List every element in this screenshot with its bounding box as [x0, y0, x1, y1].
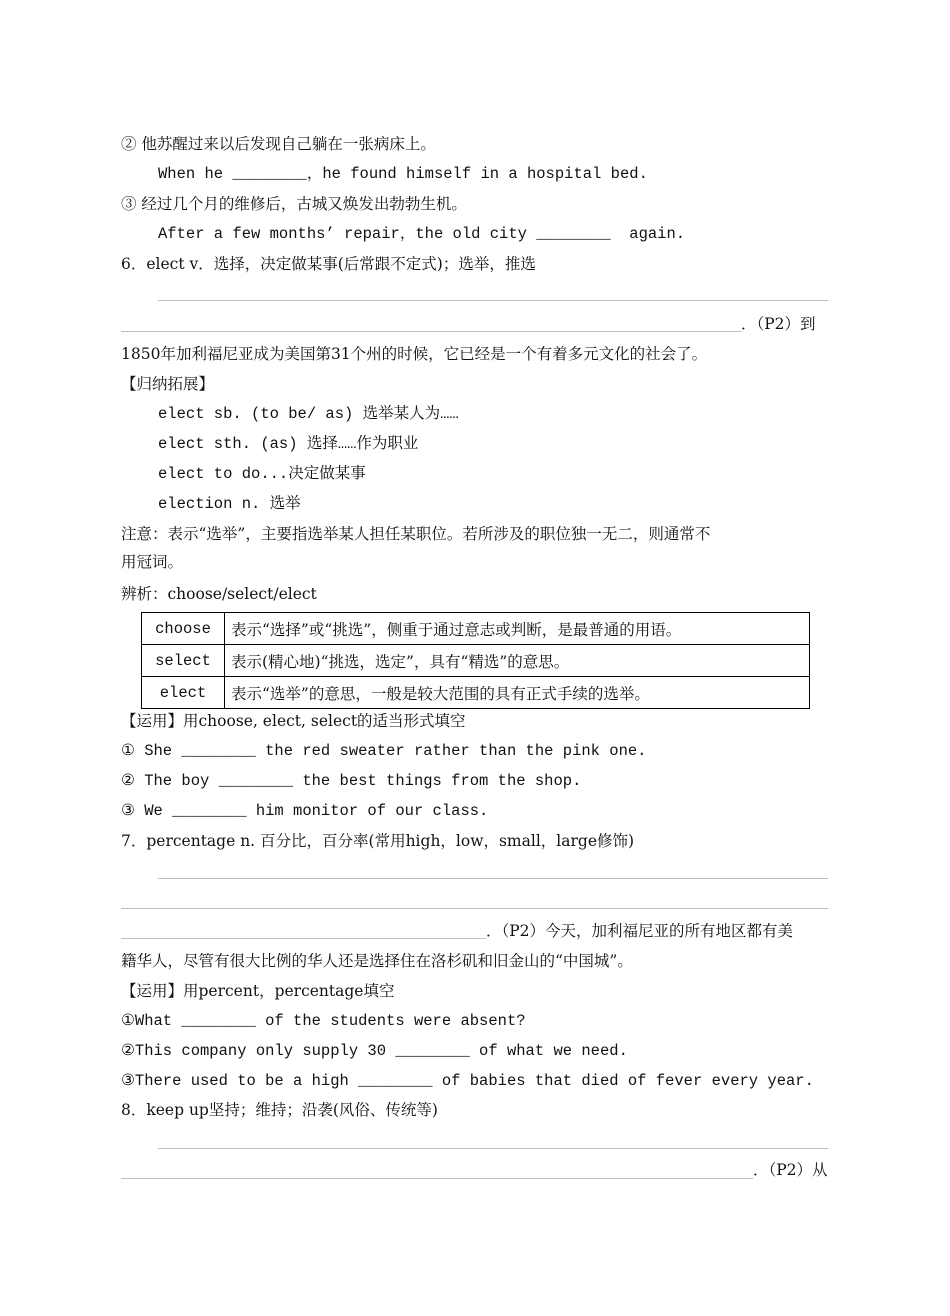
- item-6-translation: 1850年加利福尼亚成为美国第31个州的时候，它已经是一个有着多元文化的社会了。: [121, 345, 708, 363]
- answer-line: [158, 878, 828, 879]
- table-cell-desc: 表示“选举”的意思，一般是较大范围的具有正式手续的选举。: [225, 677, 810, 709]
- extension-item: election n. 选举: [158, 495, 301, 513]
- exercise-heading: 【运用】用percent，percentage填空: [121, 982, 395, 1000]
- answer-line: [121, 1178, 753, 1179]
- extension-item: elect sb. (to be/ as) 选举某人为……: [158, 405, 459, 423]
- item-6-title: 6．elect v．选择，决定做某事(后常跟不定式)；选举，推选: [121, 255, 536, 273]
- example-2-english: When he ________，he found himself in a hospital bed.: [158, 165, 648, 183]
- answer-line: [121, 938, 486, 939]
- table-cell-word: elect: [142, 677, 225, 709]
- item-7-translation: 籍华人，尽管有很大比例的华人还是选择住在洛杉矶和旧金山的“中国城”。: [121, 952, 633, 970]
- example-3-english: After a few months’ repair，the old city ________ again.: [158, 225, 686, 243]
- item-8-title: 8．keep up坚持；维持；沿袭(风俗、传统等): [121, 1101, 438, 1119]
- exercise-item: ③ We ________ him monitor of our class.: [121, 802, 489, 820]
- exercise-item: ②This company only supply 30 ________ of what we need.: [121, 1042, 628, 1060]
- answer-line: [121, 331, 741, 332]
- extension-item: elect to do...决定做某事: [158, 465, 366, 483]
- table-cell-desc: 表示“选择”或“挑选”，侧重于通过意志或判断，是最普通的用语。: [225, 613, 810, 645]
- extension-item: elect sth. (as) 选择……作为职业: [158, 435, 419, 453]
- table-row: [142, 613, 810, 645]
- item-7-reference: ．（P2）今天，加利福尼亚的所有地区都有美: [486, 922, 794, 940]
- exercise-item: ③There used to be a high ________ of babies that died of fever every year.: [121, 1072, 814, 1090]
- example-3-chinese: ③ 经过几个月的维修后，古城又焕发出勃勃生机。: [121, 195, 467, 213]
- table-cell-word: choose: [142, 613, 225, 645]
- table-row: [142, 645, 810, 677]
- note-line: 注意：表示“选举”，主要指选举某人担任某职位。若所涉及的职位独一无二，则通常不: [121, 525, 711, 543]
- answer-line: [158, 1148, 828, 1149]
- exercise-item: ① She ________ the red sweater rather than the pink one.: [121, 742, 647, 760]
- item-7-title: 7．percentage n. 百分比，百分率(常用high，low，small，large修饰): [121, 832, 635, 850]
- example-2-chinese: ② 他苏醒过来以后发现自己躺在一张病床上。: [121, 135, 436, 153]
- item-6-reference: ．（P2）到: [741, 315, 816, 333]
- section-heading: 【归纳拓展】: [121, 375, 215, 393]
- exercise-item: ①What ________ of the students were absent?: [121, 1012, 526, 1030]
- table-cell-desc: 表示(精心地)“挑选，选定”，具有“精选”的意思。: [225, 645, 810, 677]
- item-8-reference: ．（P2）从: [753, 1161, 828, 1179]
- answer-line: [121, 908, 828, 909]
- exercise-item: ② The boy ________ the best things from the shop.: [121, 772, 582, 790]
- exercise-heading: 【运用】用choose, elect, select的适当形式填空: [121, 712, 466, 730]
- note-line: 用冠词。: [121, 553, 184, 571]
- table-row: [142, 677, 810, 709]
- comparison-table: [141, 612, 810, 709]
- answer-line: [158, 300, 828, 301]
- comparison-heading: 辨析：choose/select/elect: [121, 585, 317, 603]
- table-cell-word: select: [142, 645, 225, 677]
